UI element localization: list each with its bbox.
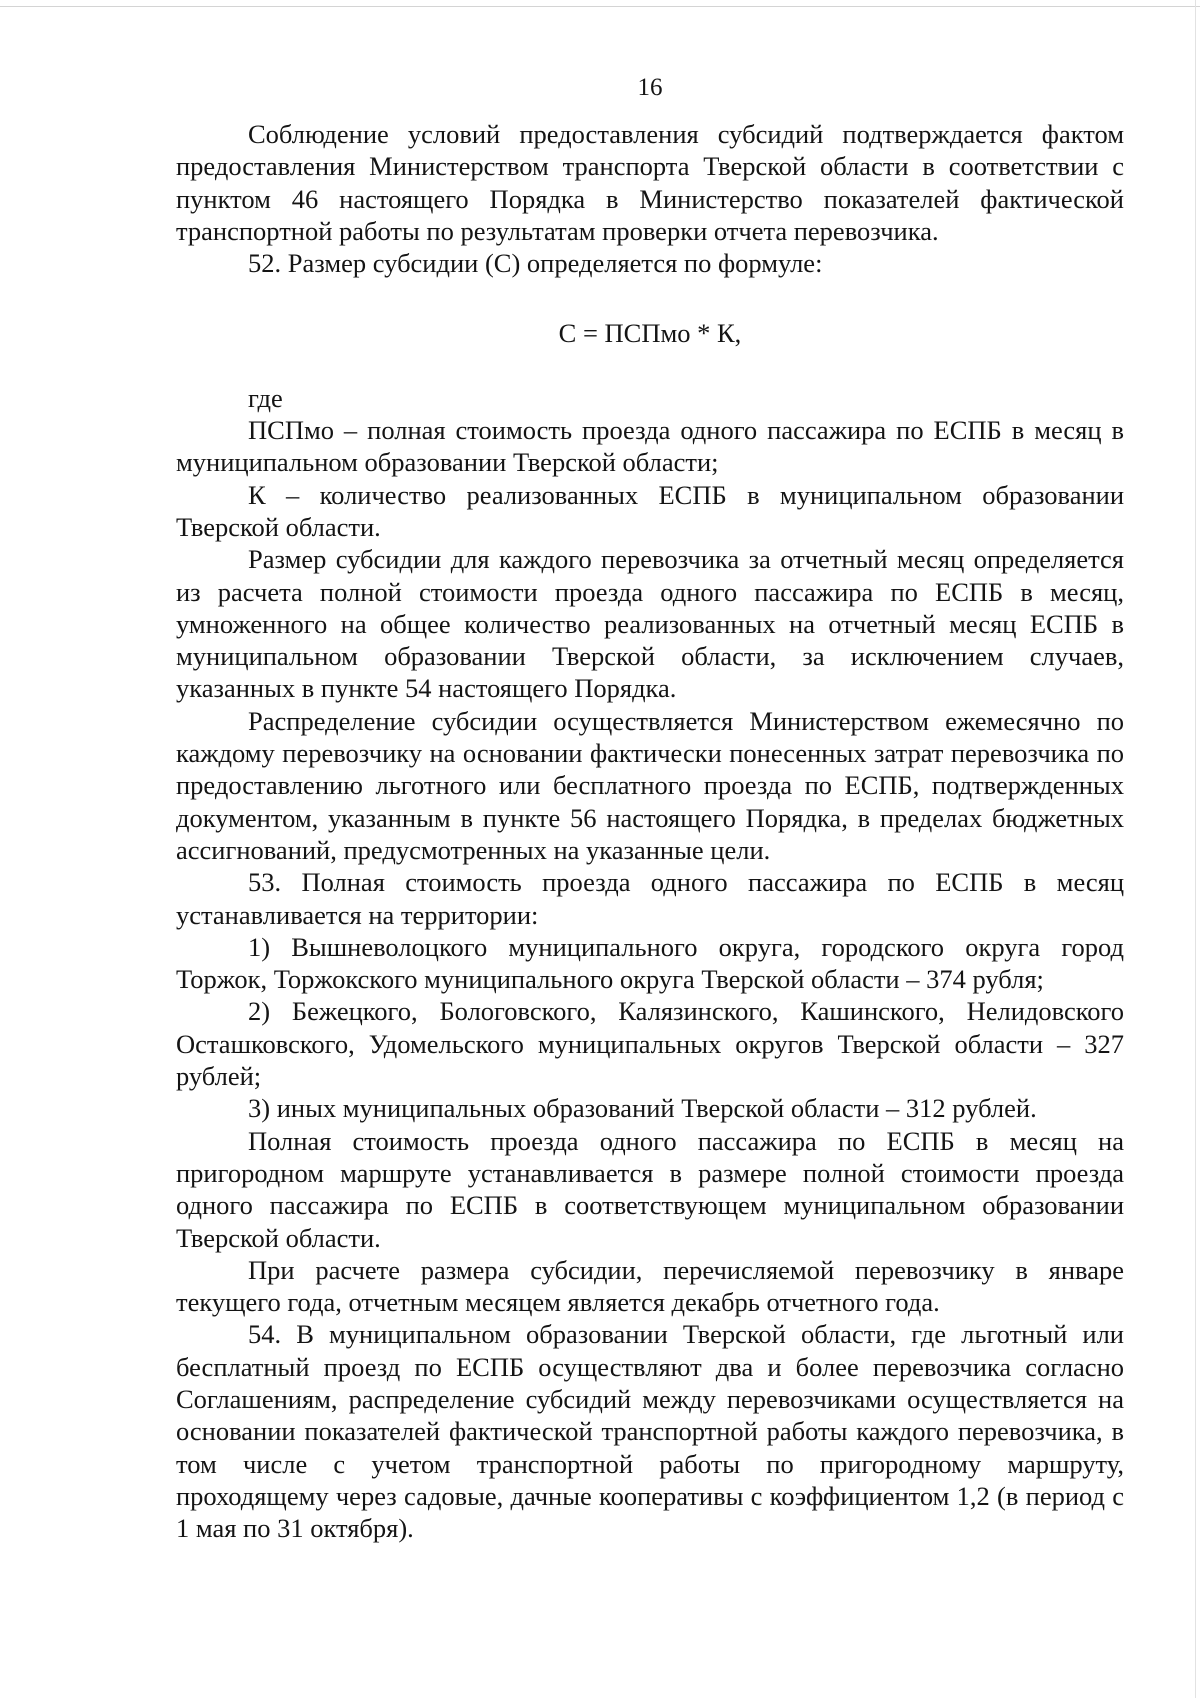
list-item-3: 3) иных муниципальных образований Тверской области – 312 рублей.: [248, 1093, 1037, 1124]
definition-pspmo: ПСПмо – полная стоимость проезда одного пассажира по ЕСПБ в месяц в муниципальном образовании Тверской области;: [176, 415, 1124, 478]
document-body: [176, 118, 1124, 1544]
scan-edge-top: [0, 6, 1200, 7]
paragraph-52-heading: 52. Размер субсидии (С) определяется по формуле:: [248, 248, 823, 279]
paragraph-54: 54. В муниципальном образовании Тверской области, где льготный или бесплатный проезд по ЕСПБ осуществляют два и более перевозчика согласно Соглашениям, распределение субсидий между перевозчиками осуществляется на основании показателей фактической транспортной работы каждого перевозчика, в том числе с учетом транспортной работы по пригородному маршруту, проходящему через садовые, дачные кооперативы с коэффициентом 1,2 (в период с 1 мая по 31 октября).: [176, 1319, 1124, 1544]
page-number: 16: [637, 74, 663, 101]
scan-edge-right: [1195, 0, 1196, 1698]
paragraph-conditions-confirmation: Соблюдение условий предоставления субсидий подтверждается фактом предоставления Министерством транспорта Тверской области в соответствии с пунктом 46 настоящего Порядка в Министерство показателей фактической транспортной работы по результатам проверки отчета перевозчика.: [176, 119, 1124, 246]
paragraph-suburban-route-cost: Полная стоимость проезда одного пассажира по ЕСПБ в месяц на пригородном маршруте устанавливается в размере полной стоимости проезда одного пассажира по ЕСПБ в соответствующем муниципальном образовании Тверской области.: [176, 1125, 1124, 1253]
paragraph-subsidy-size: Размер субсидии для каждого перевозчика за отчетный месяц определяется из расчета полной стоимости проезда одного пассажира по ЕСПБ в месяц, умноженного на общее количество реализованных на отчетный месяц ЕСПБ в муниципальном образовании Тверской области, за исключением случаев, указанных в пункте 54 настоящего Порядка.: [176, 544, 1124, 704]
paragraph-january-calculation: При расчете размера субсидии, перечисляемой перевозчику в январе текущего года, отчетным месяцем является декабрь отчетного года.: [176, 1254, 1124, 1318]
paragraph-53-heading: 53. Полная стоимость проезда одного пассажира по ЕСПБ в месяц устанавливается на территории:: [176, 867, 1124, 930]
definition-k: К – количество реализованных ЕСПБ в муниципальном образовании Тверской области.: [176, 479, 1124, 542]
list-item-2: 2) Бежецкого, Бологовского, Калязинского, Кашинского, Нелидовского Осташковского, Удомельского муниципальных округов Тверской области – 327 рублей;: [176, 996, 1124, 1092]
paragraph-subsidy-distribution: Распределение субсидии осуществляется Министерством ежемесячно по каждому перевозчику на основании фактически понесенных затрат перевозчика по предоставлению льготного или бесплатного проезда по ЕСПБ, подтвержденных документом, указанным в пункте 56 настоящего Порядка, в пределах бюджетных ассигнований, предусмотренных на указанные цели.: [176, 705, 1124, 865]
list-item-1: 1) Вышневолоцкого муниципального округа, городского округа город Торжок, Торжокского муниципального округа Тверской области – 374 рубля;: [176, 931, 1124, 995]
subsidy-formula: С = ПСПмо * К,: [558, 318, 742, 349]
paragraph-where: где: [248, 382, 283, 413]
